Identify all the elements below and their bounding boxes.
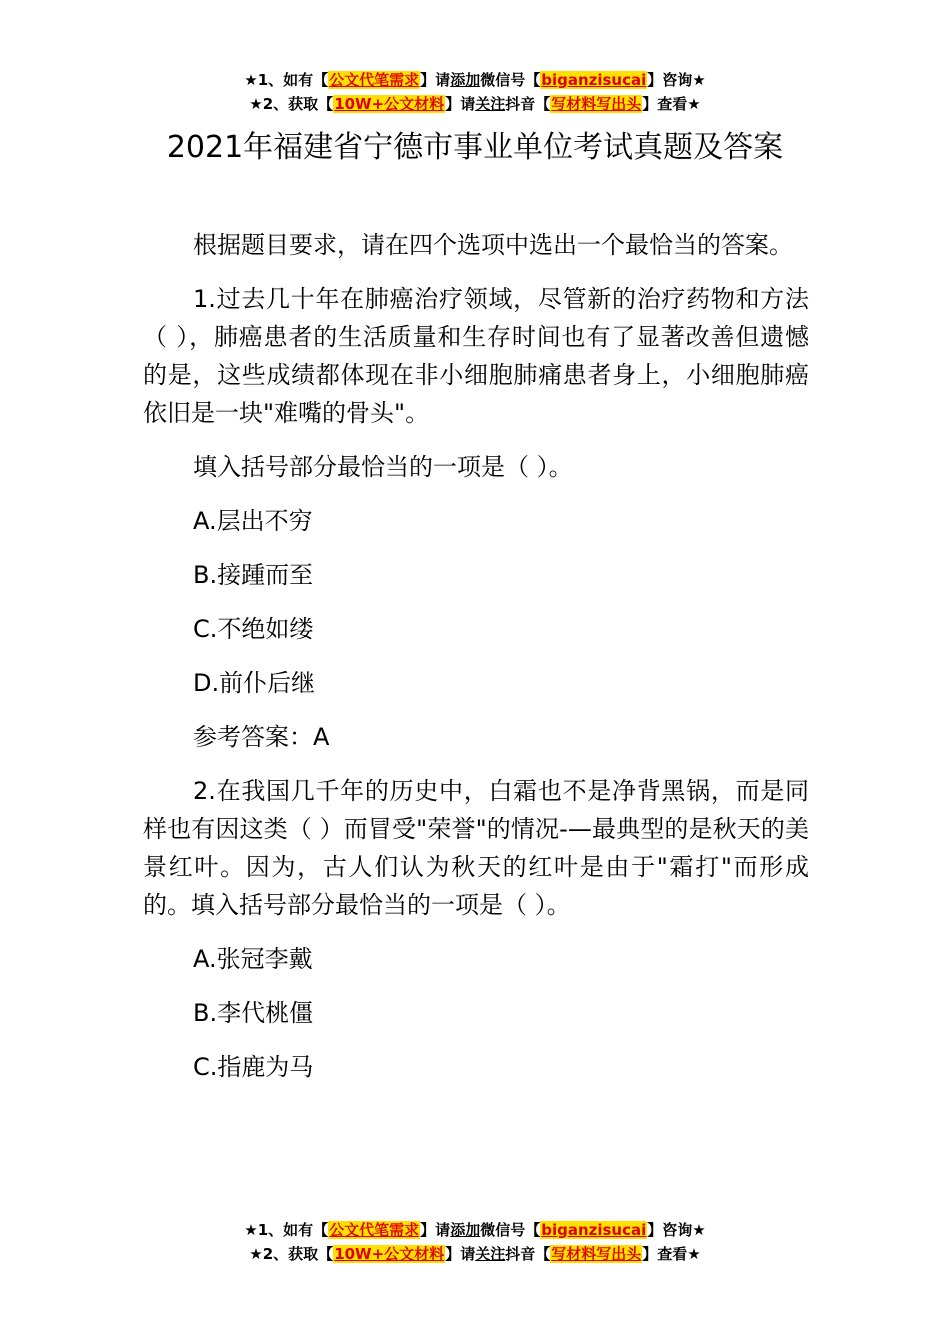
document-title: 2021年福建省宁德市事业单位考试真题及答案 [166,130,784,165]
question-2-option-c: C.指鹿为马 [193,1053,314,1081]
banner-line-1: ★1、如有【公文代笔需求】请添加微信号【biganzisucai】咨询★ [244,71,706,89]
instruction-text: 根据题目要求，请在四个选项中选出一个最恰当的答案。 [193,231,793,259]
question-1-option-b: B.接踵而至 [193,561,314,589]
question-2-option-b: B.李代桃僵 [193,999,314,1027]
question-1-option-c: C.不绝如缕 [193,615,314,643]
question-1-option-a: A.层出不穷 [193,507,313,535]
footer-banner-line-1: ★1、如有【公文代笔需求】请添加微信号【biganzisucai】咨询★ [244,1221,706,1239]
question-1-answer: 参考答案：A [193,723,330,751]
question-2-option-a: A.张冠李戴 [193,945,313,973]
highlight-materials: 10W+公文材料 [334,95,445,113]
highlight-wechat-id: biganzisucai [541,71,647,89]
question-1-stem: 1.过去几十年在肺癌治疗领域，尽管新的治疗药物和方法（ ），肺癌患者的生活质量和生存时间也有了显著改善但遗憾的是，这些成绩都体现在非小细胞肺痛患者身上，小细胞肺癌依旧是一块"难嘴的骨头"。 [143,285,809,427]
question-1-prompt: 填入括号部分最恰当的一项是（ ）。 [193,453,573,481]
footer-banner-line-2: ★2、获取【10W+公文材料】请关注抖音【写材料写出头】查看★ [249,1245,701,1263]
document-body [143,226,809,1102]
footer-banner [0,1218,950,1266]
footer-highlight-douyin-account: 写材料写出头 [551,1245,642,1263]
header-banner [0,68,950,116]
footer-highlight-service: 公文代笔需求 [329,1221,420,1239]
question-2-stem: 2.在我国几千年的历史中，白霜也不是净背黑锅，而是同样也有因这类（ ）而冒受"荣誉"的情况-—最典型的是秋天的美景红叶。因为，古人们认为秋天的红叶是由于"霜打"而形成的。填入括号部分最恰当的一项是（ ）。 [143,777,809,919]
banner-line-2: ★2、获取【10W+公文材料】请关注抖音【写材料写出头】查看★ [249,95,701,113]
footer-highlight-wechat-id: biganzisucai [541,1221,647,1239]
question-1-option-d: D.前仆后继 [193,669,316,697]
footer-highlight-materials: 10W+公文材料 [334,1245,445,1263]
highlight-service: 公文代笔需求 [329,71,420,89]
highlight-douyin-account: 写材料写出头 [551,95,642,113]
